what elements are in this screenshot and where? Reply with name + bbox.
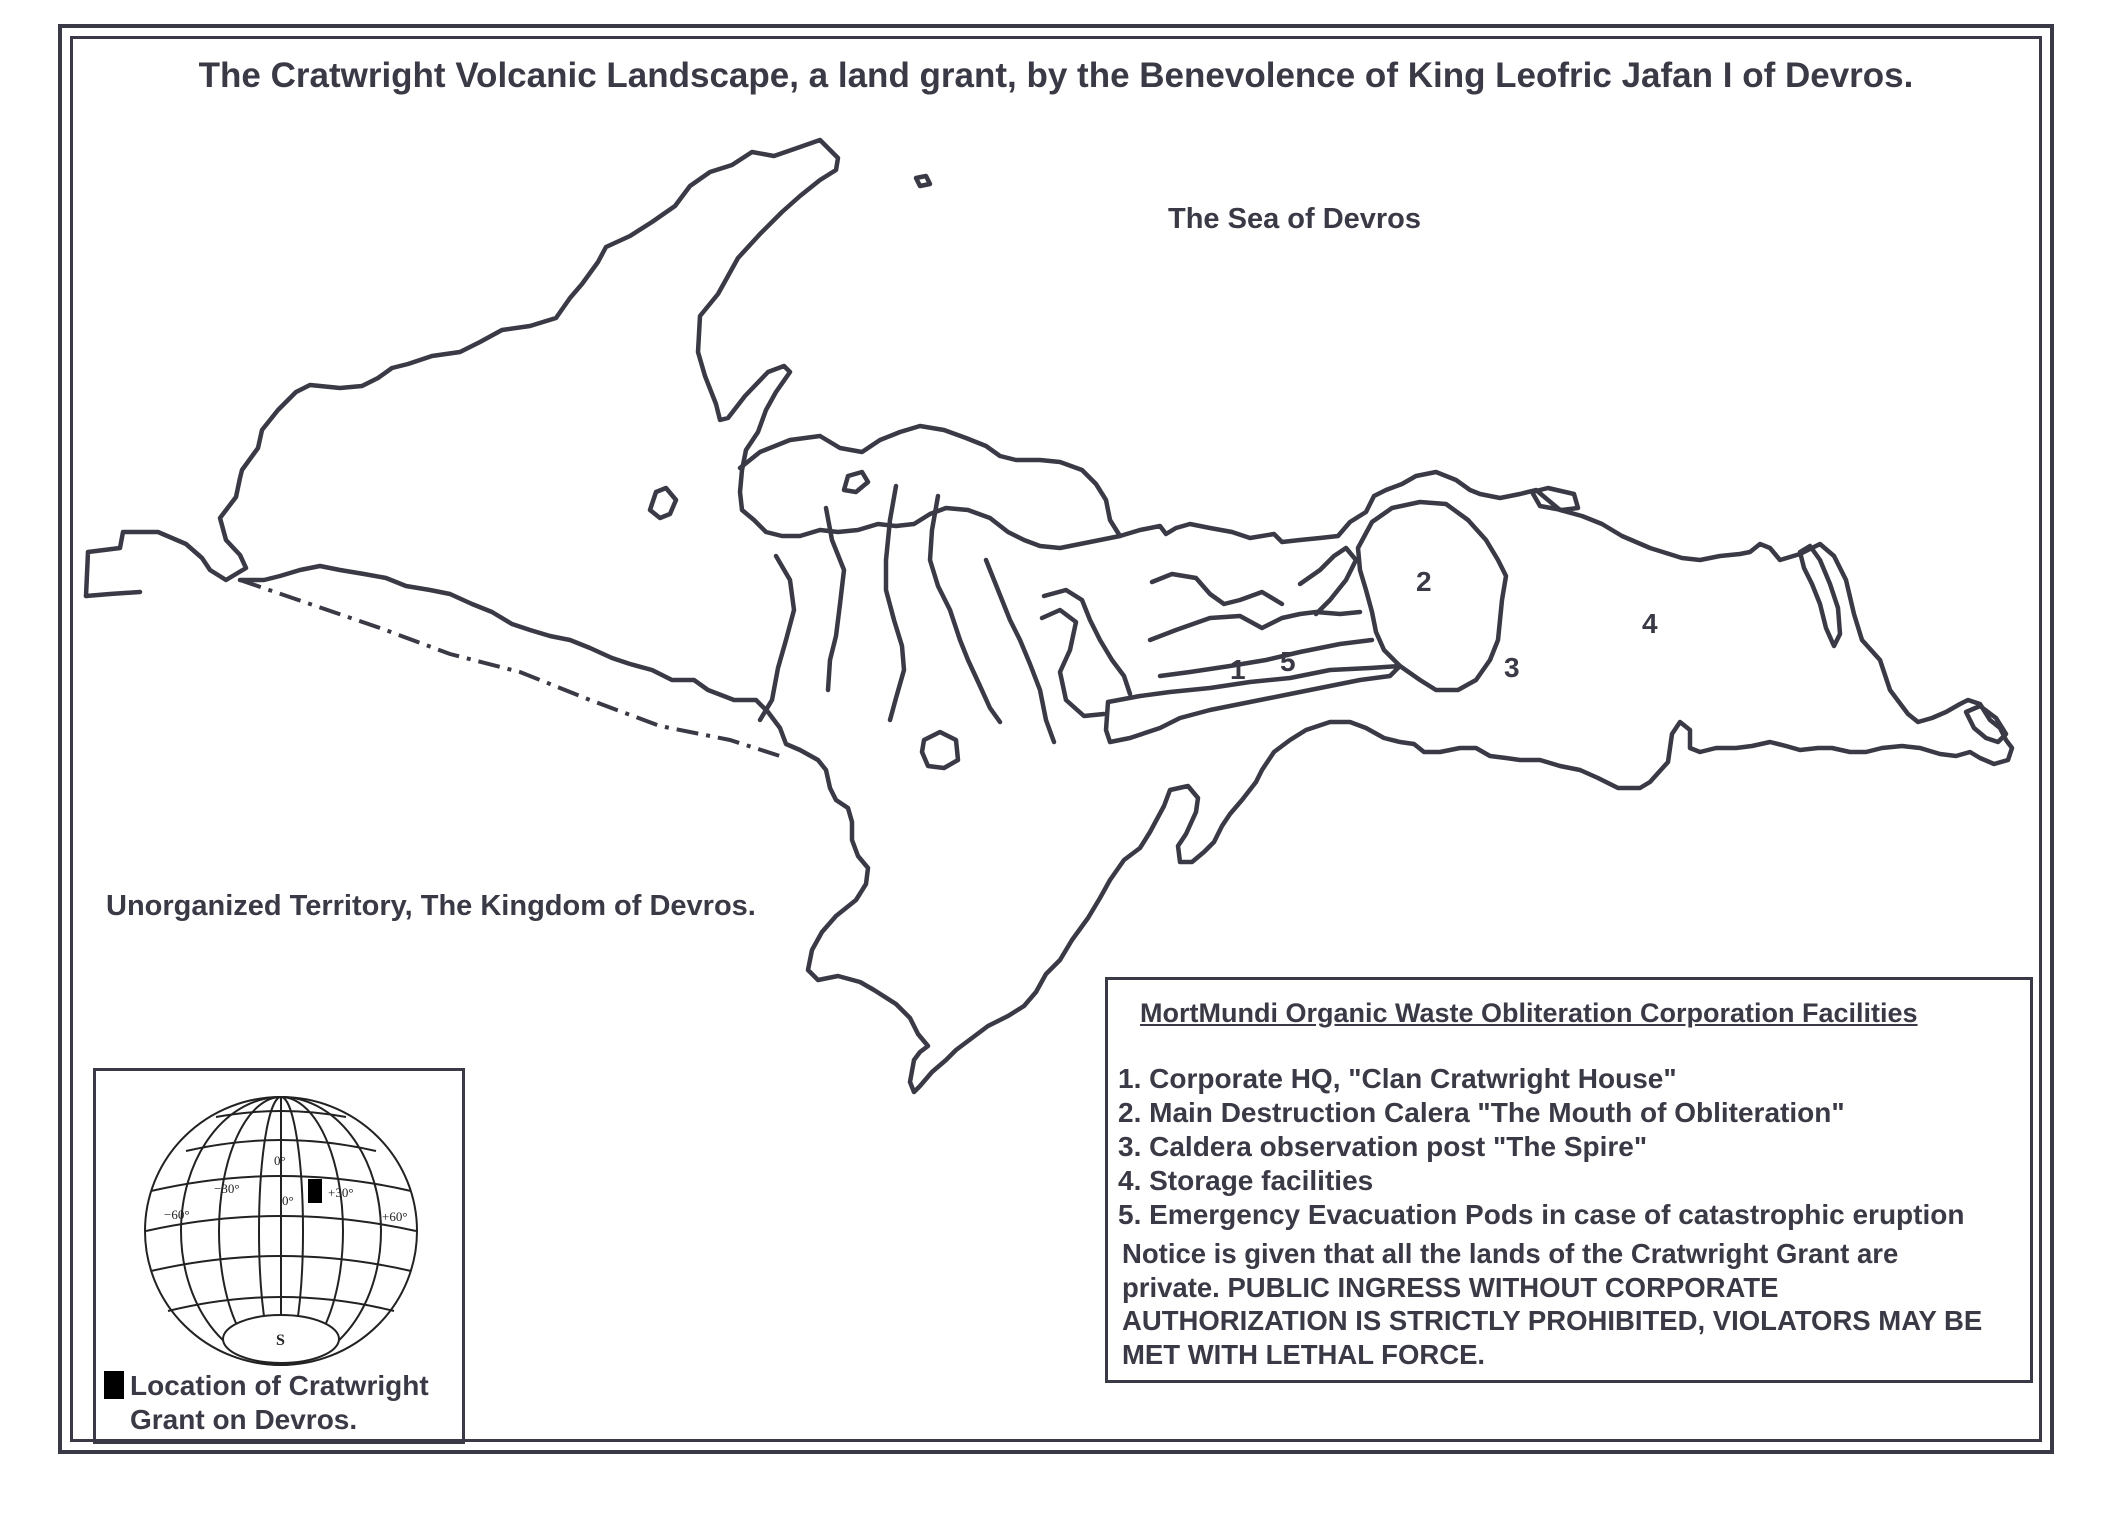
bay-lines-6 xyxy=(1044,590,1130,694)
legend-item: 2. Main Destruction Calera "The Mouth of Obliteration" xyxy=(1118,1097,1845,1128)
island-a xyxy=(650,488,676,518)
island-d xyxy=(1532,488,1578,510)
caldera-outline xyxy=(1358,502,1506,690)
inner-bay xyxy=(1106,666,1400,742)
bay-lines-1 xyxy=(760,556,794,720)
globe-label-lat0: 0° xyxy=(282,1193,294,1208)
island-f xyxy=(1966,706,2006,742)
legend-notice: Notice is given that all the lands of the Cratwright Grant are private. PUBLIC INGRESS WITHOUT CORPORATE AUTHORIZATION IS STRICTLY PROHIBITED, VIOLATORS MAY BE MET WITH LETHAL FORCE. xyxy=(1122,1238,1983,1370)
site-marker-5: 5 xyxy=(1280,646,1296,677)
bay-lines-4 xyxy=(930,496,1000,722)
sea-label: The Sea of Devros xyxy=(1168,203,1422,235)
legend-item: 1. Corporate HQ, "Clan Cratwright House" xyxy=(1118,1063,1677,1094)
globe-label-minus60: −60° xyxy=(164,1207,190,1222)
facilities-legend xyxy=(1105,977,2033,1383)
legend-list xyxy=(1118,1062,1964,1232)
bay-lines-3 xyxy=(886,486,904,720)
site-marker-1: 1 xyxy=(1230,654,1246,685)
map-title: The Cratwright Volcanic Landscape, a land grant, by the Benevolence of King Leofric Jafan I of Devros. xyxy=(198,56,1914,95)
site-marker-3: 3 xyxy=(1504,652,1520,683)
grant-legend-swatch xyxy=(104,1371,124,1399)
globe-label-plus60: +60° xyxy=(382,1209,408,1224)
inset-caption-line2: Grant on Devros. xyxy=(130,1404,358,1435)
legend-heading: MortMundi Organic Waste Obliteration Corporation Facilities xyxy=(1140,998,1918,1028)
peninsula-west-lines xyxy=(740,426,1120,536)
locator-inset xyxy=(93,1068,465,1444)
site-marker-2: 2 xyxy=(1416,566,1432,597)
territory-border-line xyxy=(240,580,780,756)
legend-item: 3. Caldera observation post "The Spire" xyxy=(1118,1131,1648,1162)
globe-label-pole: S xyxy=(276,1332,285,1349)
west-shore xyxy=(86,592,140,596)
island-b xyxy=(844,472,868,492)
territory-label: Unorganized Territory, The Kingdom of Devros. xyxy=(106,890,756,922)
globe-diagram xyxy=(96,1071,462,1371)
inset-caption-line1: Location of Cratwright xyxy=(130,1370,429,1401)
bay-lines-2 xyxy=(826,508,844,690)
globe-label-lon0: 0° xyxy=(274,1153,286,1168)
globe-label-minus30: −30° xyxy=(214,1181,240,1196)
island-g xyxy=(916,176,930,186)
inner-spur xyxy=(1300,548,1356,614)
inner-ridge xyxy=(1150,612,1360,640)
inset-caption xyxy=(104,1369,429,1437)
globe-label-plus30: +30° xyxy=(328,1185,354,1200)
grant-location-marker xyxy=(308,1179,322,1203)
island-c xyxy=(922,732,958,768)
legend-item: 5. Emergency Evacuation Pods in case of catastrophic eruption xyxy=(1118,1199,1965,1230)
site-marker-4: 4 xyxy=(1642,608,1658,639)
legend-item: 4. Storage facilities xyxy=(1118,1165,1374,1196)
bay-lines-7 xyxy=(1152,574,1282,604)
